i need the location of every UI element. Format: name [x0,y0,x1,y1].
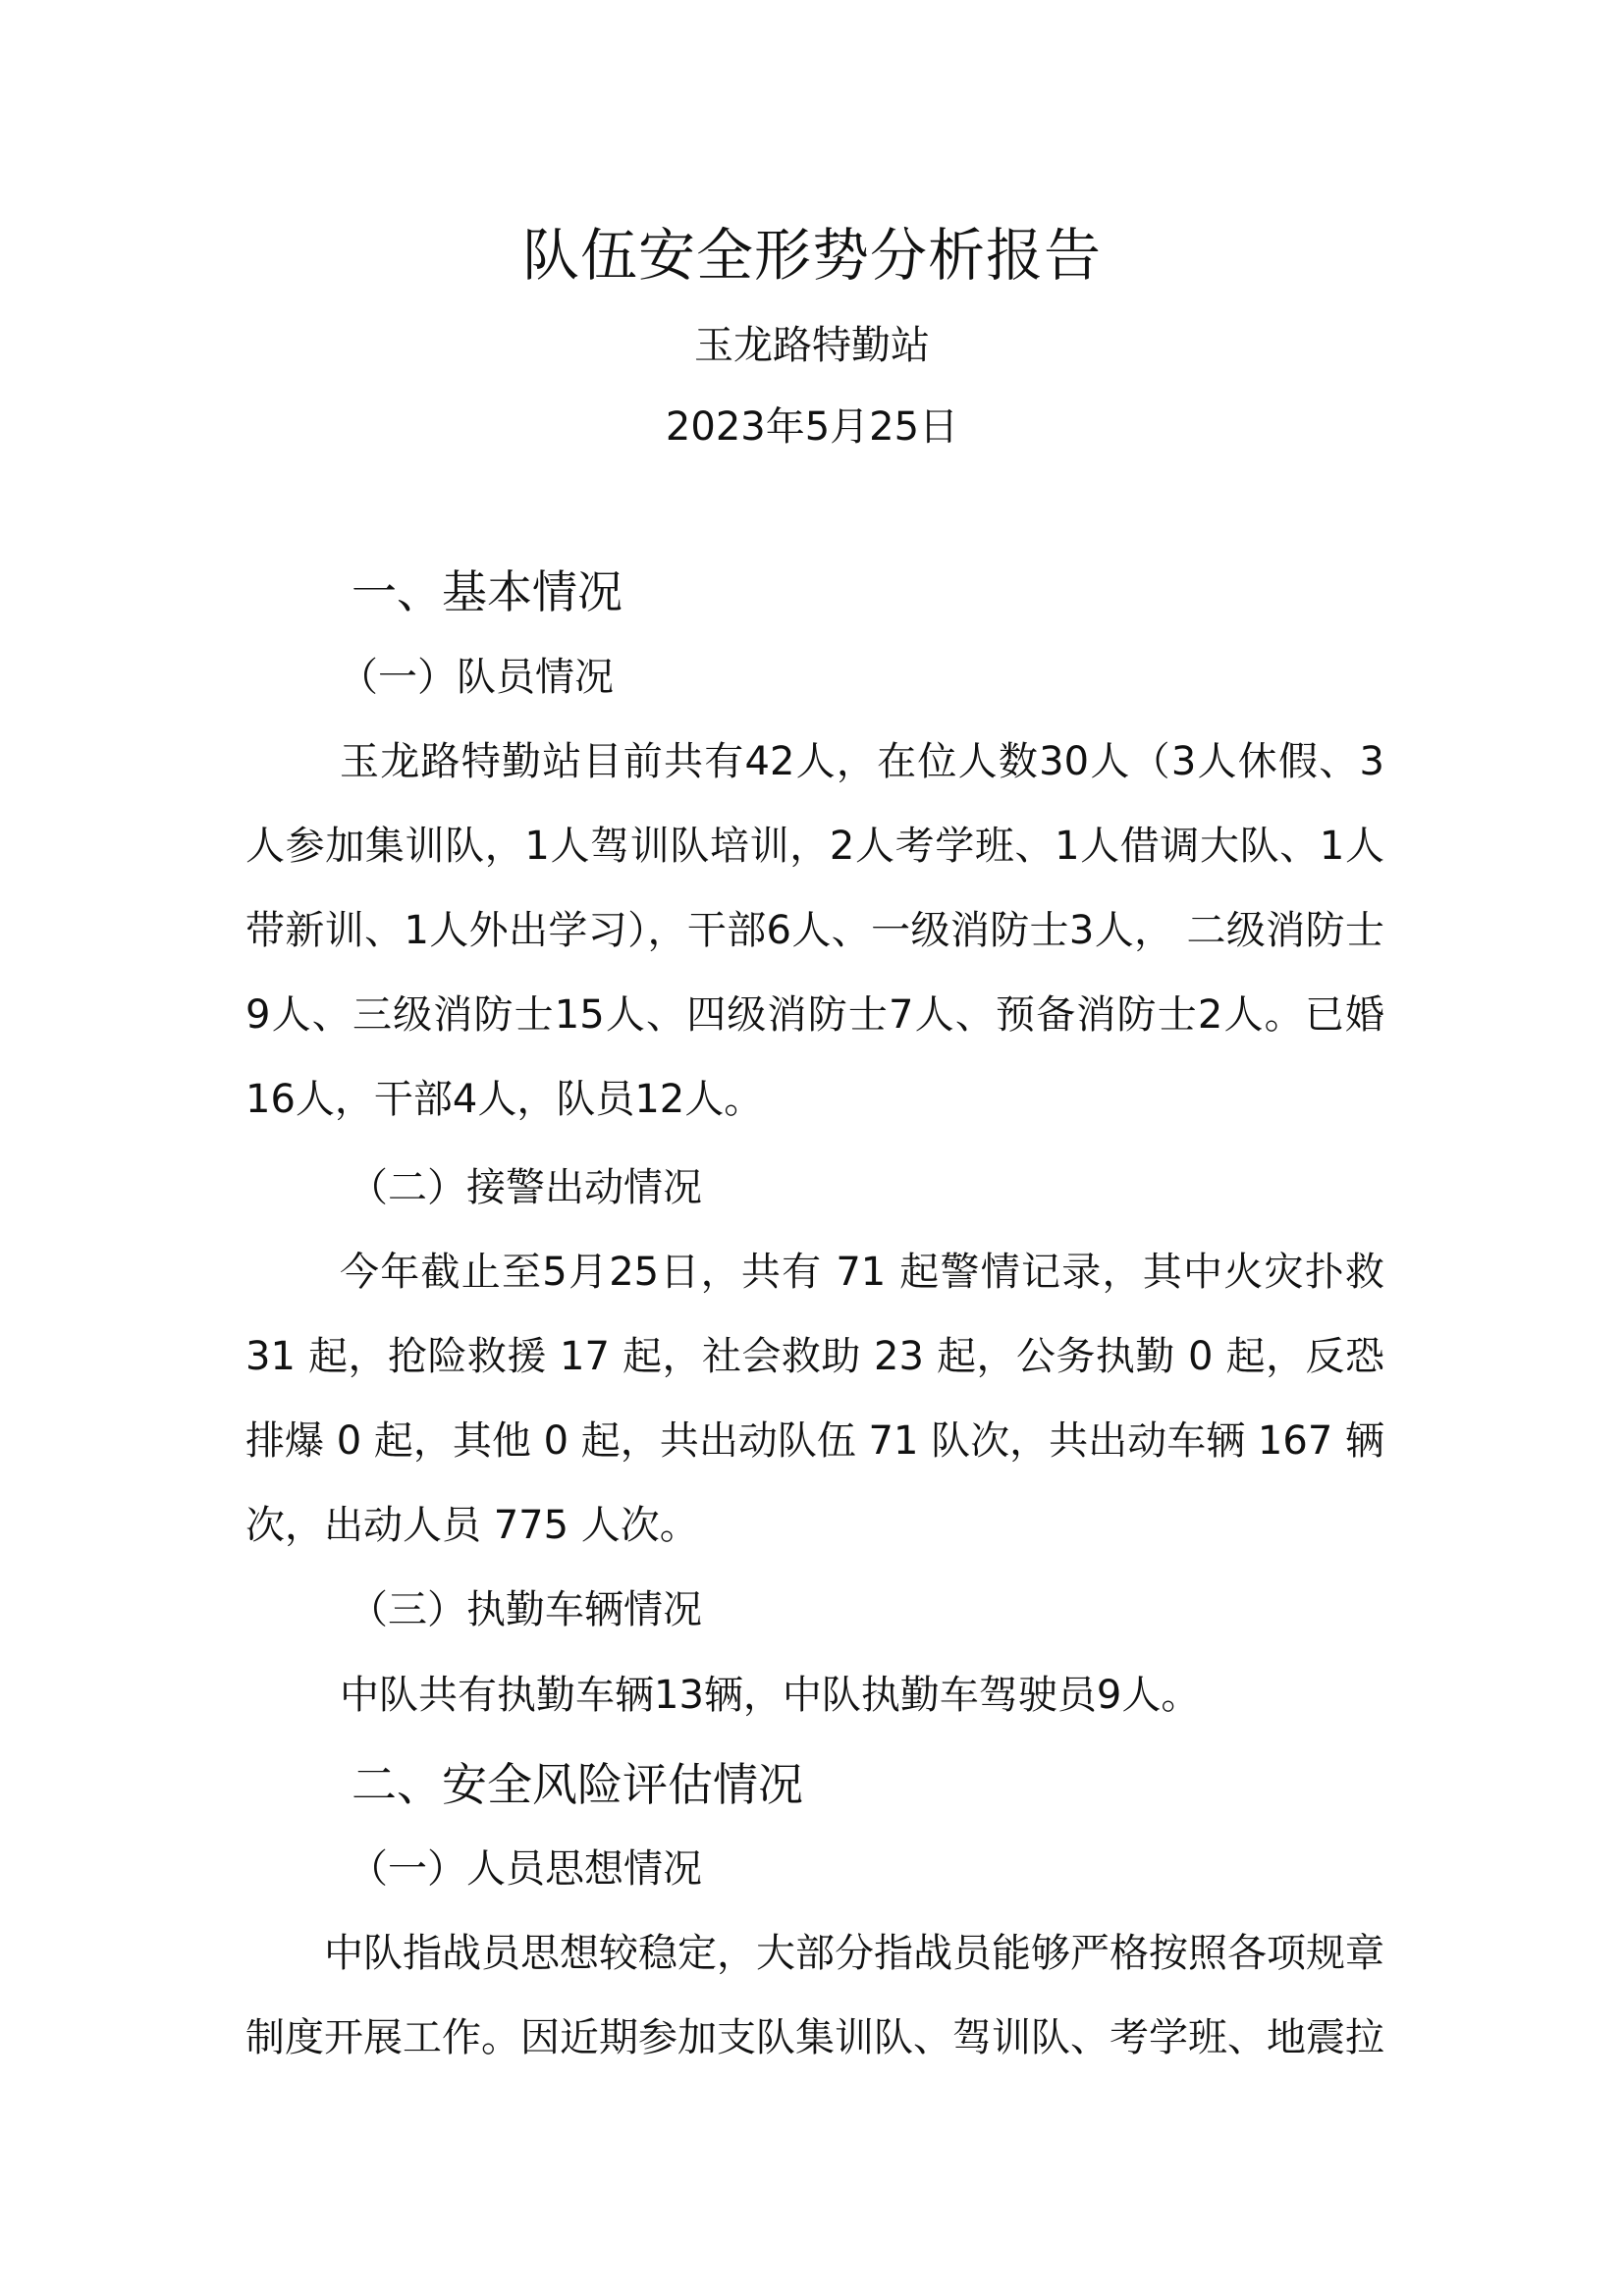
paragraph-personnel: 玉龙路特勤站目前共有42人，在位人数30人（3人休假、3人参加集训队，1人驾训队培训，2人考学班、1人借调大队、1人带新训、1人外出学习），干部6人、一级消防士3人， 二级消防士9人、三级消防士15人、四级消防士7人、预备消防士2人。已婚16人，干部4人，队员12人。 [245,739,1384,1122]
paragraph-personnel-thought: 中队指战员思想较稳定，大部分指战员能够严格按照各项规章制度开展工作。因近期参加支队集训队、驾训队、考学班、地震拉 [245,1931,1384,2060]
document-organization: 玉龙路特勤站 [694,323,930,368]
section-heading-basic-situation: 一、基本情况 [352,565,623,618]
document-title: 队伍安全形势分析报告 [521,222,1102,289]
paragraph-alarm-dispatch: 今年截止至5月25日，共有 71 起警情记录，其中火灾扑救 31 起，抢险救援 17 起，社会救助 23 起，公务执勤 0 起，反恐排爆 0 起，其他 0 起，共出动队伍 71 队次，共出动车辆 167 辆次，出动人员 775 人次。 [245,1250,1384,1548]
subsection-heading-alarm-dispatch: （二）接警出动情况 [349,1165,702,1210]
paragraph-duty-vehicles: 中队共有执勤车辆13辆，中队执勤车驾驶员9人。 [340,1673,1201,1718]
subsection-heading-personnel: （一）队员情况 [339,655,614,700]
document-date: 2023年5月25日 [665,404,959,450]
subsection-heading-personnel-thought: （一）人员思想情况 [349,1846,702,1892]
section-heading-risk-assessment: 二、安全风险评估情况 [352,1758,803,1811]
subsection-heading-duty-vehicles: （三）执勤车辆情况 [349,1587,702,1632]
